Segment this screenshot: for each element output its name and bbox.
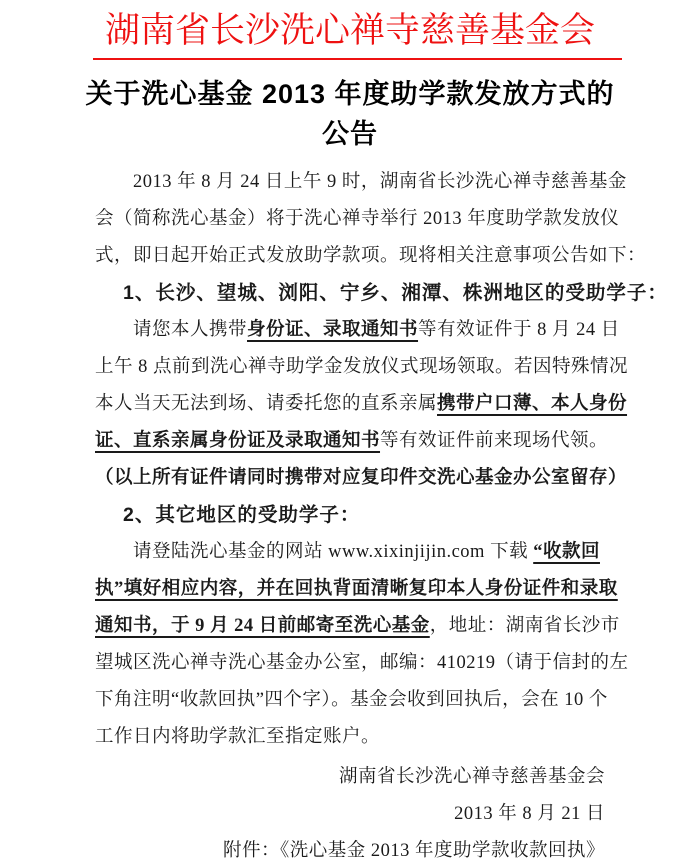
text-run: 式，即日起开始正式发放助学款项。现将相关注意事项公告如下：	[95, 246, 647, 266]
text-run: 2013 年 8 月 24 日上午 9 时，湖南省长沙洗心禅寺慈善基金	[133, 172, 627, 192]
signature-date-line	[95, 796, 605, 833]
text-run: 2013 年 8 月 21 日	[454, 804, 605, 824]
note-line	[95, 460, 628, 497]
emphasis-text: “收款回	[533, 542, 600, 562]
body-line	[95, 719, 605, 756]
emphasis-text: 携带户口薄、本人身份	[437, 394, 628, 414]
body-line	[95, 238, 647, 275]
text-run: 工作日内将助学款汇至指定账户。	[95, 727, 381, 747]
letterhead-divider	[93, 58, 622, 60]
text-run: 请登陆洗心基金的网站 www.xixinjijin.com 下载	[133, 542, 534, 562]
text-run: 望城区洗心禅寺洗心基金办公室，邮编：410219（请于信封的左	[95, 653, 629, 673]
attachment-line	[95, 833, 605, 861]
body-line	[95, 571, 618, 608]
text-run: 下角注明“收款回执”四个字）。基金会收到回执后，会在 10 个	[95, 690, 608, 710]
text-run: 上午 8 点前到洗心禅寺助学金发放仪式现场领取。若因特殊情况	[95, 357, 629, 377]
heading-text: 1、长沙、望城、浏阳、宁乡、湘潭、株洲地区的受助学子：	[123, 282, 668, 304]
text-run: 等有效证件前来现场代领。	[380, 431, 609, 451]
body-line	[95, 608, 620, 645]
text-run: （以上所有证件请同时携带对应复印件交洗心基金办公室留存）	[95, 468, 628, 488]
text-run: 湖南省长沙洗心禅寺慈善基金会	[338, 767, 605, 787]
text-run: ，地址：湖南省长沙市	[429, 616, 620, 636]
body-line	[95, 164, 627, 201]
document-title-line1: 关于洗心基金 2013 年度助学款发放方式的	[85, 79, 615, 109]
body-line	[95, 423, 609, 460]
body-line	[95, 386, 628, 423]
document-body	[95, 164, 668, 861]
body-line	[95, 312, 620, 349]
section-heading-2	[95, 497, 605, 534]
text-run: 本人当天无法到场、请委托您的直系亲属	[95, 394, 438, 414]
emphasis-text: 身份证、录取通知书	[247, 320, 419, 340]
text-run: 会（简称洗心基金）将于洗心禅寺举行 2013 年度助学款发放仪	[95, 209, 620, 229]
org-letterhead-title: 湖南省长沙洗心禅寺慈善基金会	[104, 11, 595, 50]
body-line	[95, 682, 608, 719]
document-title	[0, 74, 700, 154]
body-line	[95, 645, 629, 682]
body-line	[95, 534, 605, 571]
heading-text: 2、其它地区的受助学子：	[123, 504, 361, 526]
signature-org-line	[95, 759, 605, 796]
emphasis-text: 通知书，于 9 月 24 日前邮寄至洗心基金	[95, 616, 430, 636]
text-run: 等有效证件于 8 月 24 日	[418, 320, 620, 340]
section-heading-1	[95, 275, 668, 312]
text-run: 附件：《洗心基金 2013 年度助学款收款回执》	[222, 841, 605, 861]
body-line	[95, 349, 629, 386]
document-title-line2: 公告	[322, 119, 378, 149]
body-line	[95, 201, 620, 238]
text-run: 请您本人携带	[133, 320, 248, 340]
emphasis-text: 证、直系亲属身份证及录取通知书	[95, 431, 381, 451]
emphasis-text: 执”填好相应内容，并在回执背面清晰复印本人身份证件和录取	[95, 579, 618, 599]
